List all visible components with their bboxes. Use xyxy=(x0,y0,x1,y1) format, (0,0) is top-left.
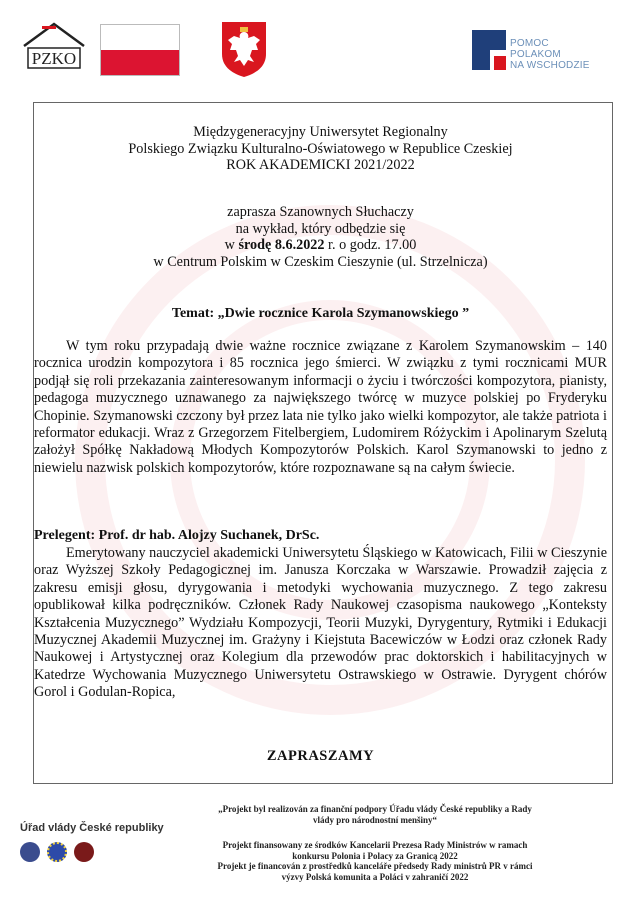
invite-line-3: w środę 8.6.2022 r. o godz. 17.00 xyxy=(224,237,417,253)
urad-vlady-label: Úřad vlády České republiky xyxy=(20,822,164,834)
footer-polish-funding: Projekt finansowany ze środków Kancelarii Prezesa Rady Ministrów w ramach konkursu Polonia i Polacy za Granicą 2022 xyxy=(222,840,528,861)
pomoc-polakom-text: POMOC POLAKOM NA WSCHODZIE xyxy=(510,38,590,71)
eu-stars-icon xyxy=(47,842,67,862)
speaker-title: Prelegent: Prof. dr hab. Alojzy Suchanek, DrSc. xyxy=(34,528,320,543)
invite-line-2: na wykład, który odbędzie się xyxy=(235,220,406,237)
footer-polish-funding-cz: Projekt je financován z prostředků kanceláře předsedy Rady ministrů PR v rámci výzvy Polská komunita a Poláci v zahraničí 2022 xyxy=(217,861,533,882)
closing-invitation: ZAPRASZAMY xyxy=(266,748,375,764)
organizer-header xyxy=(0,124,641,174)
polish-eagle-emblem xyxy=(220,20,268,78)
poland-flag xyxy=(100,24,180,76)
header-line-1: Międzygeneracyjny Uniwersytet Regionalny xyxy=(193,124,448,140)
lecture-description: W tym roku przypadają dwie ważne rocznice związane z Karolem Szymanowskim – 140 rocznica urodzin kompozytora i 85 rocznica jego śmierci. W związku z tymi rocznicami MUR podjął się roli przekazania zainteresowanym informacji o życiu i twórczości kompozytora, pianisty, pedagoga muzycznego uznawanego za największego twórcę w muzyce polskiej po Fryderyku Chopinie. Szymanowski czczony był przez lata nie tylko jako wielki kompozytor, ale także patriota i reformator edukacji. Wraz z Grzegorzem Fitelbergiem, Ludomirem Różyckim i Apolinarym Szelutą założył Spółkę Nakładową Młodych Kompozytorów Polskich. Karol Szymanowski to jedno z niewielu nazwisk polskich kompozytorów, które rozpoznawane są na całym świecie. xyxy=(34,338,607,476)
czech-seal-icon xyxy=(20,842,40,862)
minority-seal-icon xyxy=(74,842,94,862)
speaker-bio: Emerytowany nauczyciel akademicki Uniwersytetu Śląskiego w Katowicach, Filii w Cieszynie oraz Wyższej Szkoły Pedagogicznej im. Janusza Korczaka w Warszawie. Prowadził zajęcia z zakresu emisji głosu, dyrygowania i metodyki wychowania muzycznego. Z tego zakresu opublikował kilka podręczników. Członek Rady Naukowej czasopisma naukowego „Konteksty Kształcenia Muzycznego” Wydziału Kompozycji, Teorii Muzyki, Dyrygentury, Rytmiki i Edukacji Muzycznej Akademii Muzycznej im. Grażyny i Kiejstuta Bacewiczów w Łodzi oraz członek Rady Naukowej i Artystycznej oraz Kolegium dla przewodów prac doktorskich i habilitacyjnych w Katedrze Wychowania Muzycznego Uniwersytetu Ostrawskiego w Ostrawie. Dyrygent chórów Gorol i Godulan-Ropica, xyxy=(34,545,607,701)
invitation-block xyxy=(0,204,641,270)
footer-seals xyxy=(20,842,97,867)
footer-czech-funding: „Projekt byl realizován za finanční podpory Úřadu vlády České republiky a Rady vlády pro národnostní menšiny“ xyxy=(218,804,532,825)
invite-line-4: w Centrum Polskim w Czeskim Cieszynie (ul. Strzelnicza) xyxy=(153,253,488,270)
lecture-topic: Temat: „Dwie rocznice Karola Szymanowskiego ” xyxy=(171,306,470,321)
lecture-date: środę 8.6.2022 xyxy=(238,237,325,253)
header-line-3: ROK AKADEMICKI 2021/2022 xyxy=(226,157,415,173)
invite-line-1: zaprasza Szanownych Słuchaczy xyxy=(227,204,414,220)
header-line-2: Polskiego Związku Kulturalno-Oświatowego w Republice Czeskiej xyxy=(128,140,513,157)
pzko-logo xyxy=(20,20,88,72)
pzko-logo-text: PZKO xyxy=(31,49,77,68)
